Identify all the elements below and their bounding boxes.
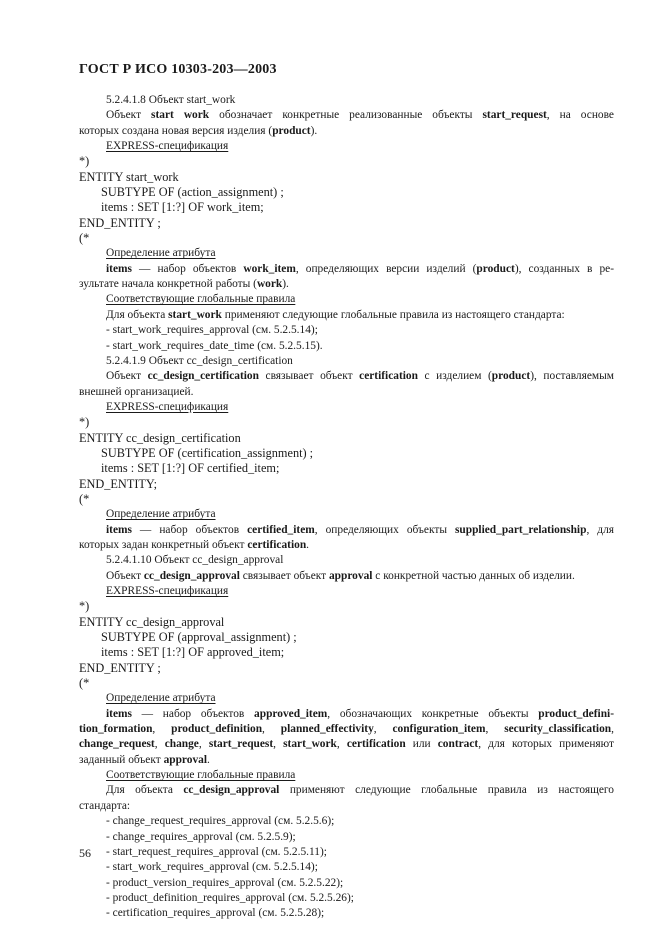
page-header: ГОСТ Р ИСО 10303-203—2003 [79, 62, 277, 77]
page-number: 56 [79, 846, 91, 860]
attribute-definition-title: Определение атрибута [106, 508, 216, 521]
rule-item: - change_request_requires_approval (см. 5.2.5.6); [106, 815, 335, 828]
subtype-line: SUBTYPE OF (approval_assignment) ; [101, 630, 297, 645]
paragraph-line: внешней организацией. [79, 385, 194, 398]
global-rules-title: Соответствующие глобальные правила [106, 293, 296, 306]
paragraph-line: Для объекта start_work применяют следующие глобальные правила из настоящего стандарта: [106, 308, 565, 321]
page-body [0, 93, 661, 922]
paragraph-line: стандарта: [79, 799, 131, 812]
attribute-definition-title: Определение атрибута [106, 247, 216, 260]
express-spec-label: EXPRESS-спецификация [106, 585, 229, 597]
paragraph-line: tion_formation, product_definition, planned_effectivity, configuration_item, security_classification, [79, 723, 614, 736]
section-heading: 5.2.4.1.8 Объект start_work [106, 94, 236, 106]
rule-item: - start_work_requires_approval (см. 5.2.5.14); [106, 324, 318, 337]
end-entity: END_ENTITY ; [79, 215, 161, 230]
paragraph-line: items — набор объектов work_item, определяющих версии изделий (product), созданных в ре- [106, 262, 614, 275]
entity-declaration: ENTITY cc_design_approval [79, 614, 225, 629]
paragraph-line: Объект cc_design_approval связывает объект approval с конкретной частью данных об изделии. [106, 569, 575, 582]
paragraph-line: change_request, change, start_request, start_work, certification или contract, для которых применяют [79, 738, 614, 751]
comment-close: *) [79, 599, 90, 614]
rule-item: - product_definition_requires_approval (см. 5.2.5.26); [106, 891, 354, 904]
entity-declaration: ENTITY cc_design_certification [79, 430, 241, 445]
paragraph-line: которых создана новая версия изделия (product). [79, 124, 318, 137]
items-line: items : SET [1:?] OF work_item; [101, 200, 264, 215]
paragraph-line: заданный объект approval. [79, 753, 210, 766]
attribute-definition-title: Определение атрибута [106, 692, 216, 705]
rule-item: - start_work_requires_date_time (см. 5.2.5.15). [106, 339, 323, 352]
end-entity: END_ENTITY; [79, 476, 158, 491]
section-heading: 5.2.4.1.9 Объект cc_design_certification [106, 354, 293, 367]
express-spec-label: EXPRESS-спецификация [106, 140, 229, 153]
comment-close: *) [79, 415, 90, 430]
items-line: items : SET [1:?] OF certified_item; [101, 461, 280, 476]
express-spec-label: EXPRESS-спецификация [106, 400, 229, 413]
rule-item: - change_requires_approval (см. 5.2.5.9); [106, 830, 296, 843]
paragraph-line: items — набор объектов approved_item, обозначающих конкретные объекты product_defini- [106, 707, 614, 720]
entity-declaration: ENTITY start_work [79, 169, 179, 184]
subtype-line: SUBTYPE OF (action_assignment) ; [101, 185, 284, 200]
comment-open: (* [79, 676, 90, 691]
global-rules-title: Соответствующие глобальные правила [106, 769, 296, 782]
paragraph-line: items — набор объектов certified_item, определяющих объекты supplied_part_relationship, для [106, 523, 614, 536]
section-heading: 5.2.4.1.10 Объект cc_design_approval [106, 554, 284, 567]
paragraph-line: Объект cc_design_certification связывает объект certification с изделием (product), поставляемым [106, 370, 614, 383]
comment-open: (* [79, 231, 90, 246]
rule-item: - product_version_requires_approval (см. 5.2.5.22); [106, 876, 344, 889]
comment-close: *) [79, 154, 90, 169]
items-line: items : SET [1:?] OF approved_item; [101, 645, 285, 660]
rule-item: - certification_requires_approval (см. 5.2.5.28); [106, 907, 325, 920]
paragraph-line: которых задан конкретный объект certification. [79, 538, 310, 551]
end-entity: END_ENTITY ; [79, 660, 161, 675]
paragraph-line: зультате начала конкретной работы (work). [79, 278, 289, 291]
paragraph-line: Для объекта cc_design_approval применяют следующие глобальные правила из настоящего [106, 784, 614, 797]
comment-open: (* [79, 491, 90, 506]
paragraph-line: Объект start work обозначает конкретные реализованные объекты start_request, на основе [106, 109, 614, 122]
rule-item: - start_work_requires_approval (см. 5.2.5.14); [106, 861, 318, 874]
subtype-line: SUBTYPE OF (certification_assignment) ; [101, 445, 314, 460]
rule-item: - start_request_requires_approval (см. 5.2.5.11); [106, 845, 327, 858]
